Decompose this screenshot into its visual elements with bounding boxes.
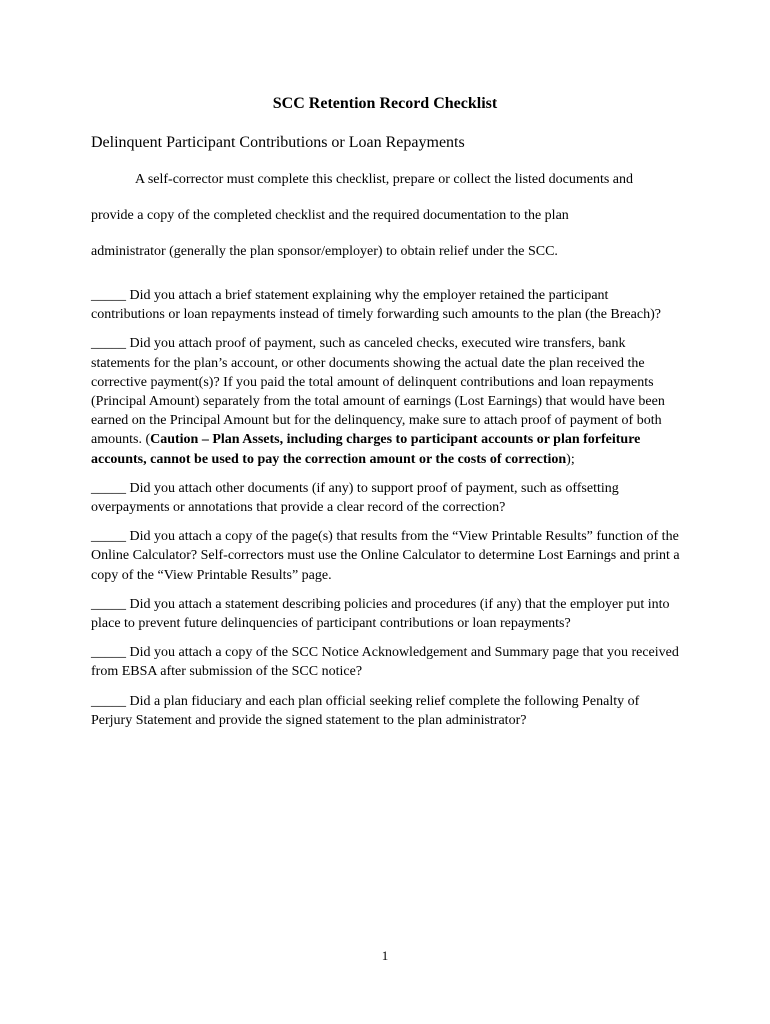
checklist-item-proof-of-payment: [91, 334, 681, 468]
checkbox-blank[interactable]: _____: [91, 529, 126, 545]
checklist-item-text: Did you attach a brief statement explaining why the employer retained the participant contributions or loan repayments instead of timely forwarding such amounts to the plan (the Breach)?: [91, 288, 661, 323]
checklist-item-penalty-of-perjury: [91, 692, 681, 730]
intro-line: administrator (generally the plan sponsor/employer) to obtain relief under the SCC.: [91, 244, 558, 259]
page-number: 1: [381, 948, 389, 963]
intro-line: provide a copy of the completed checklist and the required documentation to the plan: [91, 208, 569, 223]
checklist-item-policies-procedures: [91, 595, 681, 633]
checklist-item-text: Did you attach a copy of the SCC Notice Acknowledgement and Summary page that you received from EBSA after submission of the SCC notice?: [91, 645, 679, 680]
checkbox-blank[interactable]: _____: [91, 288, 126, 303]
checklist-item-other-documents: [91, 479, 681, 517]
checklist-item-text: Did you attach proof of payment, such as canceled checks, executed wire transfers, bank statements for the plan’s account, or other documents showing the actual date the plan received the corrective payment(s)? If you paid the total amount of delinquent contributions and loan repayments (Principal Amount) separately from the total amount of earnings (Lost Earnings) that would have been earned on the Principal Amount but for the delinquency, make sure to attach proof of payment of both amounts. (: [91, 336, 665, 448]
checkbox-blank[interactable]: _____: [91, 693, 126, 709]
checklist-item-text: Did you attach a copy of the page(s) that results from the “View Printable Results” function of the Online Calculator? Self-correctors must use the Online Calculator to determine Lost Earnings and print a copy of the “View Printable Results” page.: [91, 529, 680, 583]
intro-paragraph: [91, 170, 691, 278]
caution-note: Caution – Plan Assets, including charges to participant accounts or plan forfeiture accounts, cannot be used to pay the correction amount or the costs of correction: [91, 432, 641, 467]
checklist-item-text: Did a plan fiduciary and each plan official seeking relief complete the following Penalty of Perjury Statement and provide the signed statement to the plan administrator?: [91, 693, 640, 728]
checkbox-blank[interactable]: _____: [91, 336, 126, 352]
checkbox-blank[interactable]: _____: [91, 480, 126, 496]
checklist-item-notice-acknowledgement: [91, 643, 681, 681]
checklist-item-breach-statement: [91, 286, 681, 324]
checklist-item-text: Did you attach other documents (if any) to support proof of payment, such as offsetting overpayments or annotations that provide a clear record of the correction?: [91, 480, 619, 516]
checklist-item-online-calculator: [91, 527, 681, 585]
checklist-item-text: Did you attach a statement describing policies and procedures (if any) that the employer put into place to prevent future delinquencies of participant contributions or loan repayments?: [91, 596, 670, 632]
document-subtitle: Delinquent Participant Contributions or Loan Repayments: [91, 134, 465, 151]
document-title: SCC Retention Record Checklist: [272, 95, 498, 112]
checkbox-blank[interactable]: _____: [91, 645, 126, 661]
checklist: [91, 286, 681, 740]
checklist-item-text-end: );: [566, 451, 575, 467]
checkbox-blank[interactable]: _____: [91, 596, 126, 612]
intro-line: A self-corrector must complete this checklist, prepare or collect the listed documents and: [135, 172, 633, 187]
